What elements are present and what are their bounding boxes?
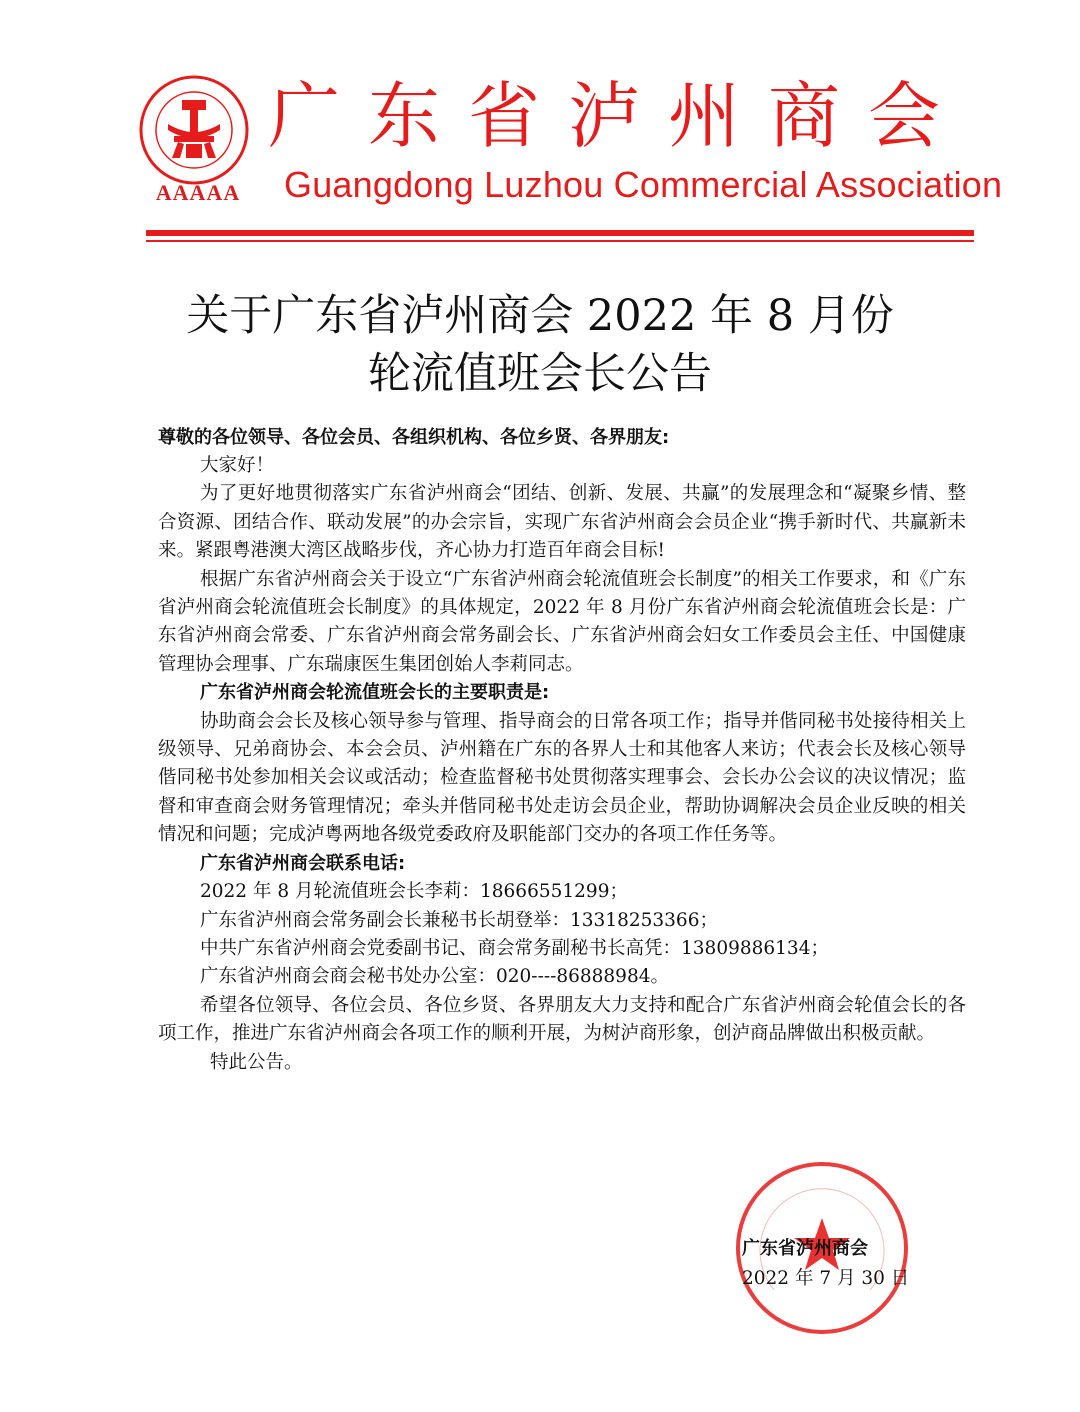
doc-title-line2: 轮流值班会长公告: [368, 349, 712, 399]
letterhead: [0, 0, 1080, 250]
paragraph-closing: 希望各位领导、各位会员、各位乡贤、各界朋友大力支持和配合广东省泸州商会轮值会长的各项工作，推进广东省泸州商会各项工作的顺利开展，为树泸商形象，创泸商品牌做出积极贡献。: [158, 994, 966, 1045]
association-logo: [138, 74, 250, 186]
org-name-cn: 广东省泸州商会: [268, 74, 969, 158]
contact-line: 广东省泸州商会商会秘书处办公室：020----86888984。: [200, 966, 669, 988]
salutation: 尊敬的各位领导、各位会员、各组织机构、各位乡贤、各界朋友:: [158, 427, 670, 448]
contact-heading: 广东省泸州商会联系电话:: [200, 852, 406, 874]
closing-remark: 特此公告。: [210, 1051, 303, 1073]
rating-badge: AAAAA: [155, 180, 241, 205]
paragraph-mission: 为了更好地贯彻落实广东省泸州商会“团结、创新、发展、共赢”的发展理念和“凝聚乡情、整合资源、团结合作、联动发展”的办会宗旨，实现广东省泸州商会会员企业“携手新时代、共赢新未来。紧跟粤港澳大湾区战略步伐，齐心协力打造百年商会目标!: [158, 483, 966, 562]
paragraph-duties: 协助商会会长及核心领导参与管理、指导商会的日常各项工作；指导并偕同秘书处接待相关上级领导、兄弟商协会、本会会员、泸州籍在广东的各界人士和其他客人来访；代表会长及核心领导偕同秘书处参加相关会议或活动；检查监督秘书处贯彻落实理事会、会长办公会议的决议情况；监督和审查商会财务管理情况；牵头并偕同秘书处走访会员企业，帮助协调解决会员企业反映的相关情况和问题；完成泸粤两地各级党委政府及职能部门交办的各项工作任务等。: [158, 710, 966, 846]
document-body: [158, 452, 966, 1077]
signature-date: 2022 年 7 月 30 日: [742, 1268, 910, 1289]
org-name-en: Guangdong Luzhou Commercial Association: [284, 164, 1003, 205]
duties-heading: 广东省泸州商会轮流值班会长的主要职责是:: [200, 682, 550, 704]
paragraph-appointment: 根据广东省泸州商会关于设立“广东省泸州商会轮流值班会长制度”的相关工作要求，和《广东省泸州商会轮流值班会长制度》的具体规定，2022 年 8 月份广东省泸州商会轮流值班会长是：广东省泸州商会常委、广东省泸州商会常务副会长、广东省泸州商会妇女工作委员会主任、中国健康管理协会理事、广东瑞康医生集团创始人李莉同志。: [158, 568, 966, 675]
doc-title-line1: 关于广东省泸州商会 2022 年 8 月份: [186, 291, 894, 341]
header-rule-thick: [146, 230, 974, 236]
contact-line: 2022 年 8 月轮流值班会长李莉：18666551299；: [200, 881, 628, 903]
greeting: 大家好！: [200, 455, 275, 476]
signature-org: 广东省泸州商会: [742, 1238, 868, 1259]
contact-line: 广东省泸州商会常务副会长兼秘书长胡登举：13318253366；: [200, 909, 718, 931]
header-rule-thin: [146, 240, 974, 242]
contact-line: 中共广东省泸州商会党委副书记、商会常务副秘书长高凭：13809886134；: [200, 937, 829, 959]
